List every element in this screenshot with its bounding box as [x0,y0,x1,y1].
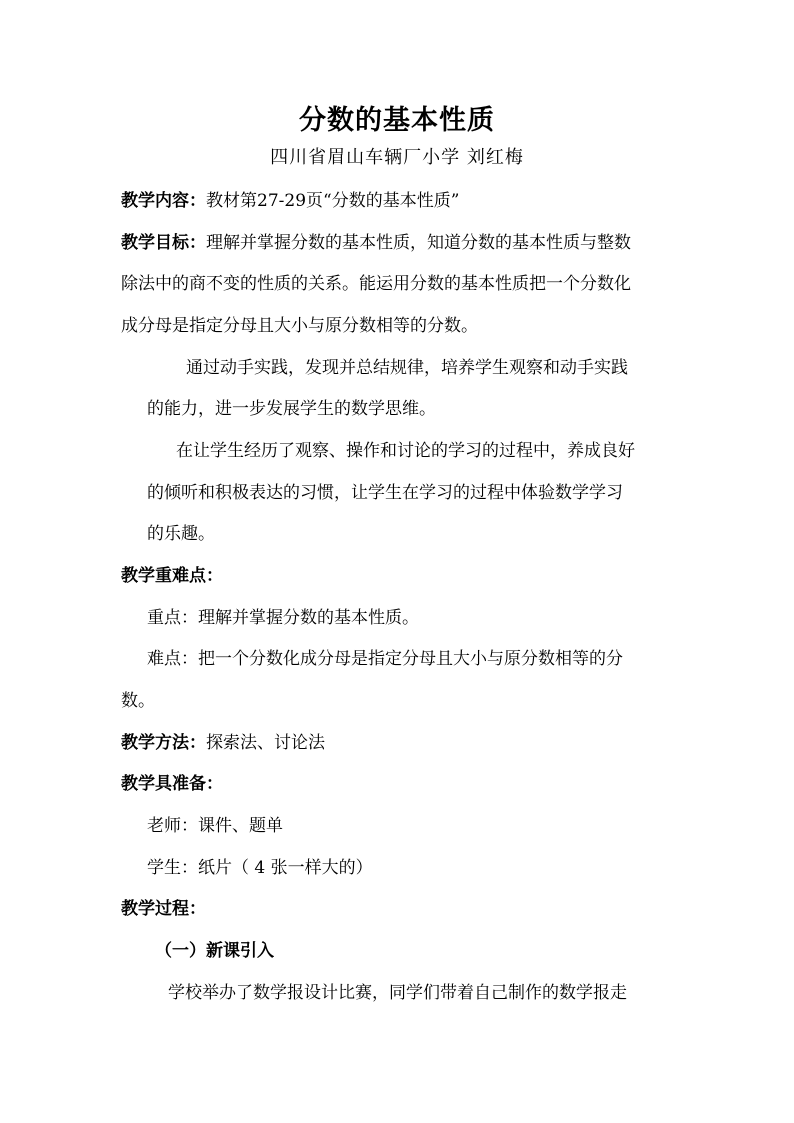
method-label: 教学方法： [121,733,206,753]
goals2-line-2: 的能力，进一步发展学生的数学思维。 [147,399,436,419]
goals-line-1 [121,231,631,255]
prep-student: 学生：纸片（ 4 张一样大的） [147,858,373,878]
goals-label: 教学目标： [121,233,206,253]
section1-line-1: 学校举办了数学报设计比赛，同学们带着自己制作的数学报走 [168,983,627,1003]
goals3-line-2: 的倾听和积极表达的习惯，让学生在学习的过程中体验数学学习 [147,483,623,503]
goals-text-1: 理解并掌握分数的基本性质，知道分数的基本性质与整数 [206,233,631,253]
goals-line-2: 除法中的商不变的性质的关系。能运用分数的基本性质把一个分数化 [121,274,631,294]
content-label: 教学内容： [121,191,206,211]
key-point: 重点：理解并掌握分数的基本性质。 [147,608,419,628]
goals3-line-3: 的乐趣。 [147,524,215,544]
process-label: 教学过程： [121,899,206,919]
prep-label: 教学具准备： [121,774,223,794]
difficulty-line-2: 数。 [121,691,155,711]
goals3-line-1: 在让学生经历了观察、操作和讨论的学习的过程中，养成良好 [176,441,635,461]
goals-line-3: 成分母是指定分母且大小与原分数相等的分数。 [121,316,478,336]
prep-teacher: 老师：课件、题单 [147,816,283,836]
goals2-line-1: 通过动手实践，发现并总结规律，培养学生观察和动手实践 [186,358,628,378]
author-line: 四川省眉山车辆厂小学 刘红梅 [270,147,524,168]
key-label: 教学重难点： [121,566,223,586]
method-text: 探索法、讨论法 [206,733,325,753]
method-paragraph [121,731,325,755]
document-title: 分数的基本性质 [299,105,495,136]
content-paragraph [121,189,459,213]
content-text: 教材第27-29页“分数的基本性质” [206,191,460,211]
section1-heading: （一）新课引入 [155,941,274,961]
difficulty-line-1: 难点：把一个分数化成分母是指定分母且大小与原分数相等的分 [147,649,623,669]
